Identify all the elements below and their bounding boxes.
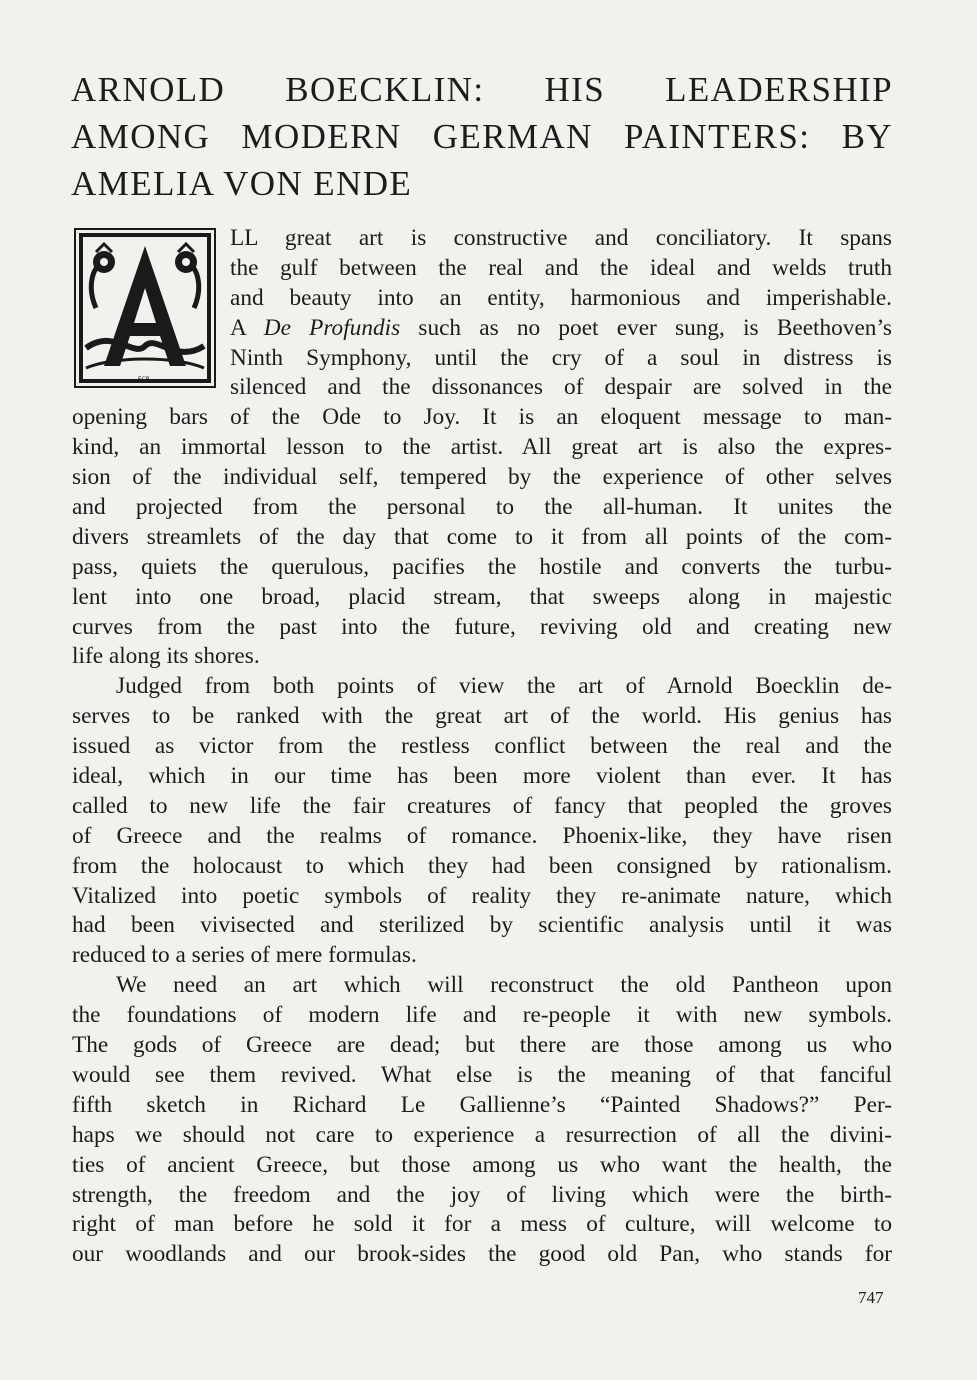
italic-title: De Profundis: [263, 314, 401, 341]
text-line: [72, 314, 892, 344]
text-line: kind, an immortal lesson to the artist. All great art is also the expres-: [72, 434, 892, 461]
text-line: our woodlands and our brook-sides the good old Pan, who stands for: [72, 1241, 892, 1268]
text-line: We need an art which will reconstruct the old Pantheon upon: [116, 972, 892, 999]
paragraph: [72, 224, 892, 672]
text-line: life along its shores.: [72, 643, 260, 670]
text-line: issued as victor from the restless conflict between the real and the: [72, 733, 892, 760]
text-line: opening bars of the Ode to Joy. It is an eloquent message to man-: [72, 404, 892, 431]
title-line: ARNOLD BOECKLIN: HIS LEADERSHIP: [71, 70, 893, 109]
text-line: ideal, which in our time has been more violent than ever. It has: [72, 763, 892, 790]
text-line: of Greece and the realms of romance. Phoenix-like, they have risen: [72, 822, 892, 849]
text-line: strength, the freedom and the joy of living which were the birth-: [72, 1181, 892, 1208]
text-line: pass, quiets the querulous, pacifies the hostile and converts the turbu-: [72, 553, 892, 580]
paragraph: [72, 971, 892, 1270]
page-number: 747: [858, 1288, 884, 1307]
text-line: sion of the individual self, tempered by the experience of other selves: [72, 464, 892, 491]
text-line: curves from the past into the future, reviving old and creating new: [72, 613, 892, 640]
text-line: LL great art is constructive and conciliatory. It spans: [230, 225, 892, 251]
text-line: the foundations of modern life and re-people it with new symbols.: [72, 1002, 892, 1029]
text-line: lent into one broad, placid stream, that sweeps along in majestic: [72, 583, 892, 610]
title-line: AMONG MODERN GERMAN PAINTERS: BY: [71, 117, 893, 156]
text-line: divers streamlets of the day that come to it from all points of the com-: [72, 523, 892, 550]
text-line: reduced to a series of mere formulas.: [72, 942, 417, 969]
text-line: the gulf between the real and the ideal and welds truth: [230, 254, 892, 281]
text-line: Ninth Symphony, until the cry of a soul in distress is: [230, 344, 892, 371]
text-line: from the holocaust to which they had been consigned by rationalism.: [72, 852, 892, 879]
text-fragment: such as no poet ever sung, is Beethoven’s: [400, 314, 892, 341]
text-line: and projected from the personal to the all-human. It unites the: [72, 494, 892, 521]
svg-text:FCB: FCB: [138, 376, 150, 383]
text-line: called to new life the fair creatures of fancy that peopled the groves: [72, 792, 892, 819]
text-line: ties of ancient Greece, but those among us who want the health, the: [72, 1151, 892, 1178]
text-line: silenced and the dissonances of despair are solved in the: [230, 374, 892, 401]
article-title: [71, 66, 893, 207]
text-fragment: A: [230, 314, 264, 341]
text-line: would see them revived. What else is the meaning of that fanciful: [72, 1061, 892, 1088]
paragraph: [72, 672, 892, 971]
text-line: Judged from both points of view the art of Arnold Boecklin de-: [116, 673, 892, 700]
text-line: right of man before he sold it for a mess of culture, will welcome to: [72, 1211, 892, 1238]
text-line: The gods of Greece are dead; but there are those among us who: [72, 1032, 892, 1059]
title-line: AMELIA VON ENDE: [71, 164, 413, 203]
text-line: fifth sketch in Richard Le Gallienne’s “Painted Shadows?” Per-: [72, 1091, 892, 1118]
text-line: had been vivisected and sterilized by scientific analysis until it was: [72, 912, 892, 939]
text-line: Vitalized into poetic symbols of reality they re-animate nature, which: [72, 882, 892, 909]
article-body: [72, 224, 892, 1270]
text-line: serves to be ranked with the great art of the world. His genius has: [72, 703, 892, 730]
text-line: haps we should not care to experience a resurrection of all the divini-: [72, 1121, 892, 1148]
text-line: and beauty into an entity, harmonious and imperishable.: [230, 284, 892, 311]
